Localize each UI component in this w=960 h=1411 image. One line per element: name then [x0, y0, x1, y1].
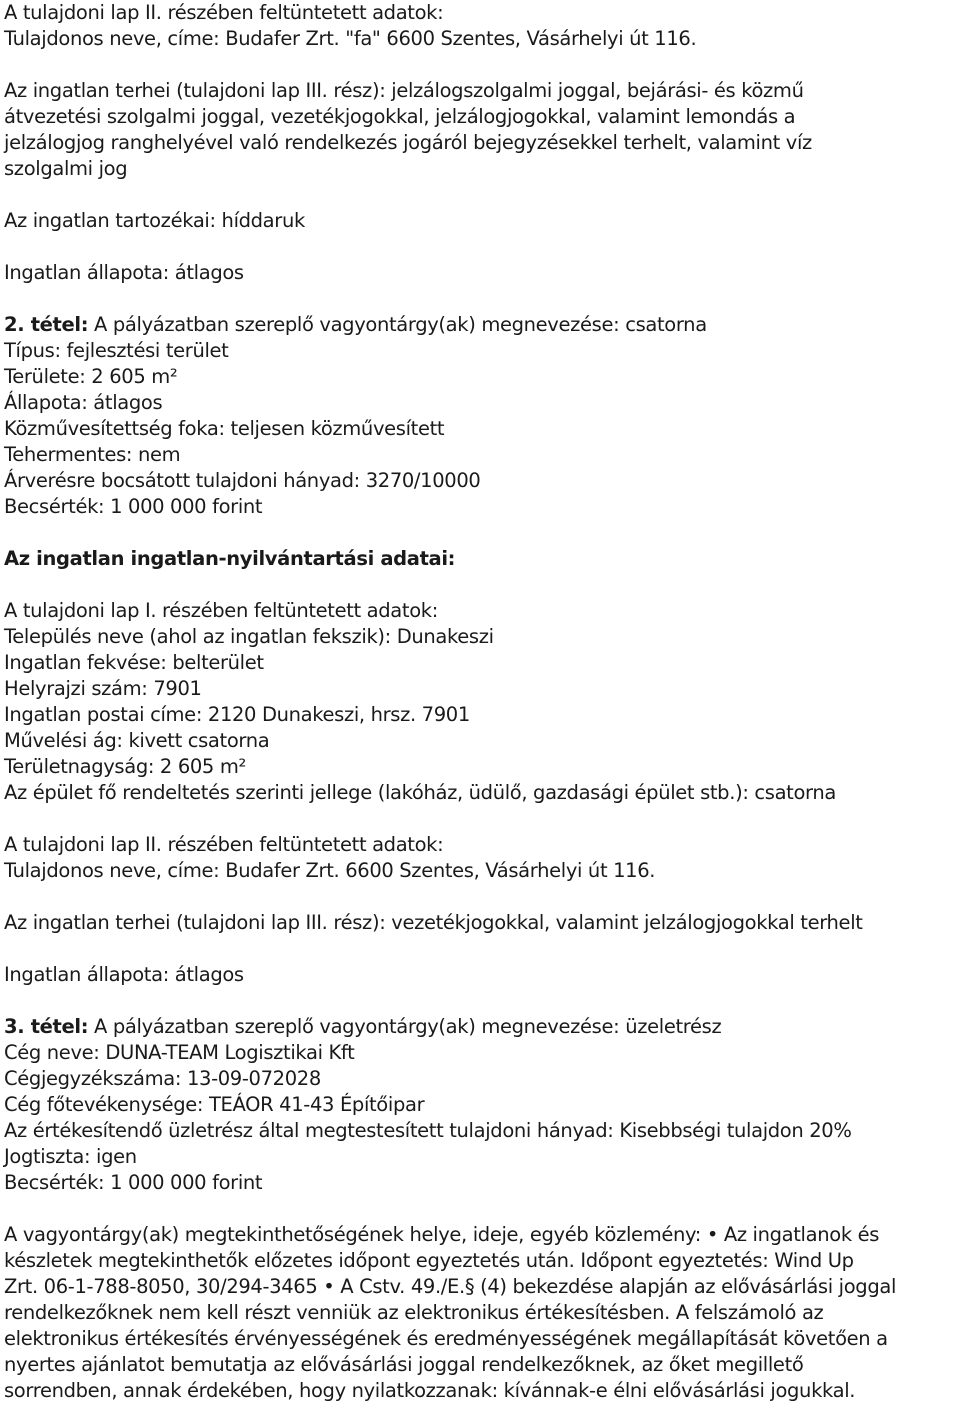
text-line: A tulajdoni lap II. részében feltüntetett adatok: [4, 1, 444, 24]
text-line: készletek megtekinthetők előzetes időpont egyeztetés után. Időpont egyeztetés: Wind Up [4, 1249, 854, 1272]
blank-line [4, 884, 956, 910]
text-line: szolgalmi jog [4, 157, 128, 180]
blank-line [4, 234, 956, 260]
text-line: Jogtiszta: igen [4, 1145, 137, 1168]
lot-number: 3. tétel: [4, 1015, 89, 1038]
text-line: Területe: 2 605 m² [4, 365, 178, 388]
text-line: Közművesítettség foka: teljesen közművesített [4, 417, 445, 440]
text-line: Település neve (ahol az ingatlan fekszik): Dunakeszi [4, 625, 494, 648]
text-line: nyertes ajánlatot bemutatja az elővásárlási joggal rendelkezőknek, az őket megillető [4, 1353, 804, 1376]
text-line: Cég neve: DUNA-TEAM Logisztikai Kft [4, 1041, 355, 1064]
text-line: A tulajdoni lap I. részében feltüntetett adatok: [4, 599, 438, 622]
lot-description: A pályázatban szereplő vagyontárgy(ak) megnevezése: csatorna [88, 313, 707, 336]
text-line: Ingatlan állapota: átlagos [4, 963, 244, 986]
blank-line [4, 806, 956, 832]
text-line: Ingatlan postai címe: 2120 Dunakeszi, hrsz. 7901 [4, 703, 470, 726]
text-line: Helyrajzi szám: 7901 [4, 677, 202, 700]
text-line: Típus: fejlesztési terület [4, 339, 229, 362]
text-line: Az ingatlan terhei (tulajdoni lap III. rész): jelzálogszolgalmi joggal, bejárási- és közmű [4, 79, 804, 102]
text-line: elektronikus értékesítés érvényességének és eredményességének megállapítását követően a [4, 1327, 888, 1350]
text-line: Ingatlan állapota: átlagos [4, 261, 244, 284]
section-heading: Az ingatlan ingatlan-nyilvántartási adatai: [4, 547, 456, 570]
blank-line [4, 52, 956, 78]
blank-line [4, 572, 956, 598]
blank-line [4, 988, 956, 1014]
text-line: átvezetési szolgalmi joggal, vezetékjogokkal, jelzálogjogokkal, valamint lemondás a [4, 105, 796, 128]
lot-header [4, 312, 956, 338]
text-line: Tulajdonos neve, címe: Budafer Zrt. "fa" 6600 Szentes, Vásárhelyi út 116. [4, 27, 697, 50]
text-line: Az épület fő rendeltetés szerinti jellege (lakóház, üdülő, gazdasági épület stb.): csatorna [4, 781, 836, 804]
lot-header [4, 1014, 956, 1040]
text-line: Cég főtevékenysége: TEÁOR 41-43 Építőipar [4, 1093, 425, 1116]
text-line: Az ingatlan terhei (tulajdoni lap III. rész): vezetékjogokkal, valamint jelzálogjogokkal terhelt [4, 911, 863, 934]
blank-line [4, 182, 956, 208]
text-line: Becsérték: 1 000 000 forint [4, 1171, 263, 1194]
text-line: A tulajdoni lap II. részében feltüntetett adatok: [4, 833, 444, 856]
blank-line [4, 520, 956, 546]
text-line: Művelési ág: kivett csatorna [4, 729, 270, 752]
lot-number: 2. tétel: [4, 313, 89, 336]
text-line: Ingatlan fekvése: belterület [4, 651, 264, 674]
blank-line [4, 936, 956, 962]
text-line: Zrt. 06-1-788-8050, 30/294-3465 • A Cstv. 49./E.§ (4) bekezdése alapján az elővásárlási joggal [4, 1275, 897, 1298]
text-line: Tulajdonos neve, címe: Budafer Zrt. 6600 Szentes, Vásárhelyi út 116. [4, 859, 656, 882]
text-line: A vagyontárgy(ak) megtekinthetőségének helye, ideje, egyéb közlemény: • Az ingatlanok és [4, 1223, 880, 1246]
text-line: jelzálogjog ranghelyével való rendelkezés jogáról bejegyzésekkel terhelt, valamint víz [4, 131, 812, 154]
text-line: rendelkezőknek nem kell részt venniük az elektronikus értékesítésben. A felszámoló az [4, 1301, 824, 1324]
text-line: Cégjegyzékszáma: 13-09-072028 [4, 1067, 321, 1090]
text-line: Árverésre bocsátott tulajdoni hányad: 3270/10000 [4, 469, 481, 492]
text-line: Az ingatlan tartozékai: híddaruk [4, 209, 305, 232]
lot-description: A pályázatban szereplő vagyontárgy(ak) megnevezése: üzeletrész [88, 1015, 722, 1038]
text-line: Az értékesítendő üzletrész által megtestesített tulajdoni hányad: Kisebbségi tulajdon 20% [4, 1119, 852, 1142]
text-line: Becsérték: 1 000 000 forint [4, 495, 263, 518]
text-line: Tehermentes: nem [4, 443, 181, 466]
blank-line [4, 1196, 956, 1222]
text-line: sorrendben, annak érdekében, hogy nyilatkozzanak: kívánnak-e élni elővásárlási jogukkal. [4, 1379, 856, 1402]
text-line: Állapota: átlagos [4, 391, 163, 414]
text-line: Területnagyság: 2 605 m² [4, 755, 246, 778]
blank-line [4, 286, 956, 312]
